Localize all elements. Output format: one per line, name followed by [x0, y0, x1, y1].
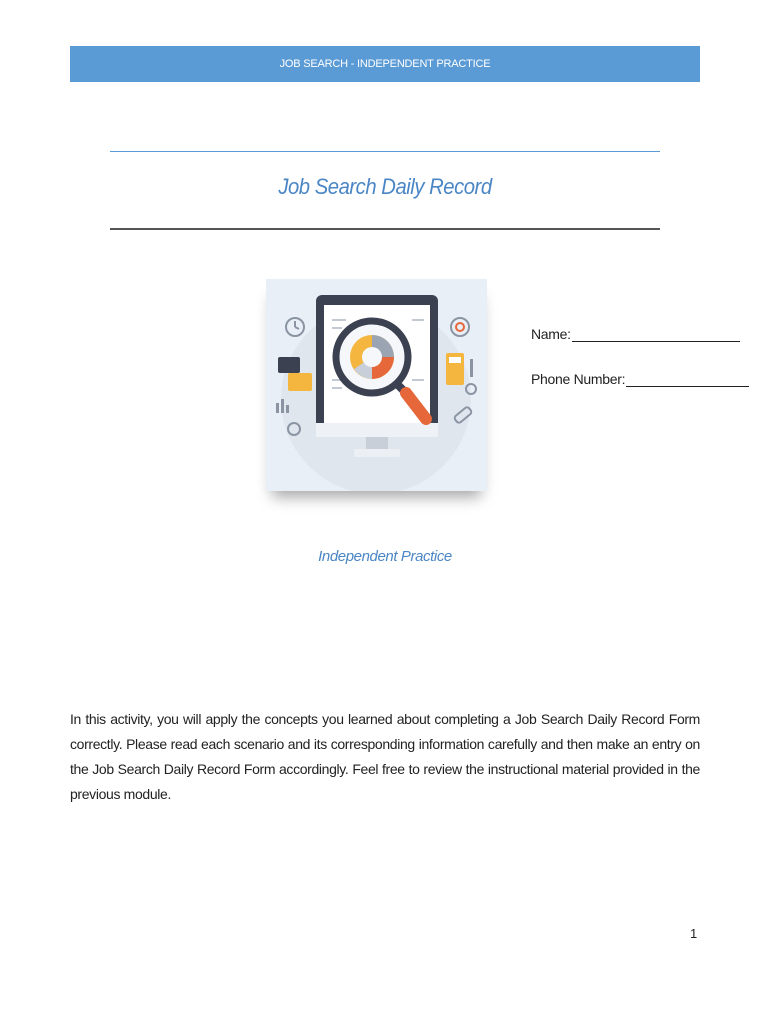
header-banner-text: JOB SEARCH - INDEPENDENT PRACTICE	[279, 58, 491, 70]
name-field[interactable]	[531, 325, 740, 342]
phone-label: Phone Number:	[531, 371, 626, 387]
header-banner	[70, 46, 700, 82]
phone-underline[interactable]	[626, 370, 749, 387]
title-top-rule	[110, 151, 660, 152]
instructions-paragraph: In this activity, you will apply the concepts you learned about completing a Job Search Daily Record Form correctly. Please read each scenario and its corresponding information carefully and then make an entry on the Job Search Daily Record Form accordingly. Feel free to review the instructional material provided in the previous module.	[70, 711, 700, 802]
section-subtitle: Independent Practice	[318, 548, 452, 565]
name-label: Name:	[531, 326, 571, 342]
phone-field[interactable]	[531, 370, 749, 387]
document-title: Job Search Daily Record	[278, 174, 492, 199]
magnifier-over-monitor-analytics-icon	[266, 279, 487, 491]
name-underline[interactable]	[572, 325, 740, 342]
title-bottom-rule	[110, 228, 660, 230]
page-number: 1	[690, 926, 698, 941]
